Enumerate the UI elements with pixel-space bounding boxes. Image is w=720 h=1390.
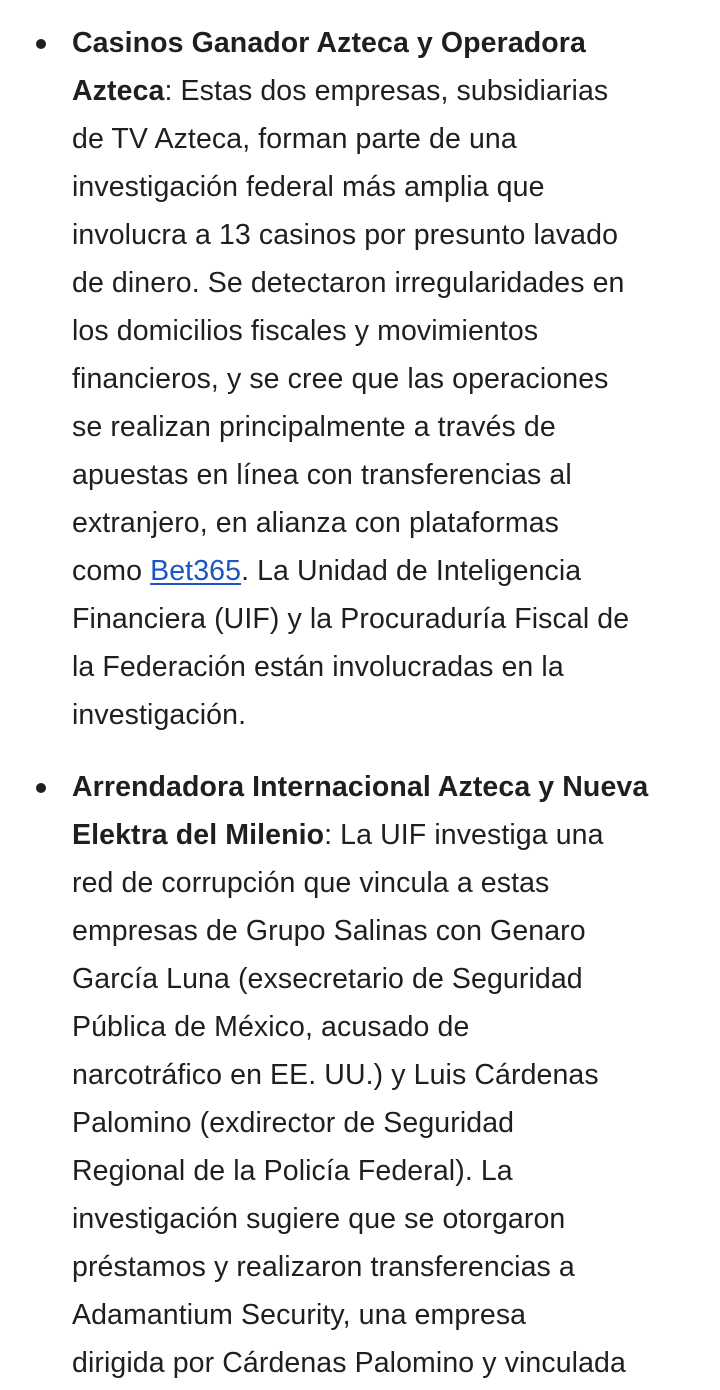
text-line: García Luna (exsecretario de Seguridad	[72, 963, 583, 995]
text-line: la Federación están involucradas en la	[72, 651, 564, 683]
item-text: como	[72, 555, 151, 587]
text-line: apuestas en línea con transferencias al	[72, 459, 572, 491]
list-item	[0, 763, 720, 1387]
text-line: los domicilios fiscales y movimientos	[72, 315, 539, 347]
text-line: red de corrupción que vincula a estas	[72, 867, 550, 899]
bullet-dot-icon	[36, 39, 46, 49]
text-line: de dinero. Se detectaron irregularidades en	[72, 267, 625, 299]
item-title: Azteca	[72, 75, 165, 107]
item-text: : La UIF investiga una	[324, 819, 604, 851]
text-line	[72, 547, 692, 595]
text-line: dirigida por Cárdenas Palomino y vinculada	[72, 1347, 626, 1379]
text-line: investigación.	[72, 699, 247, 731]
item-text: . La Unidad de Inteligencia	[241, 555, 582, 587]
text-line: Financiera (UIF) y la Procuraduría Fiscal de	[72, 603, 630, 635]
text-line: involucra a 13 casinos por presunto lavado	[72, 219, 619, 251]
text-line: extranjero, en alianza con plataformas	[72, 507, 559, 539]
text-line: préstamos y realizaron transferencias a	[72, 1251, 575, 1283]
text-line: de TV Azteca, forman parte de una	[72, 123, 517, 155]
text-line: Palomino (exdirector de Seguridad	[72, 1107, 515, 1139]
text-line	[72, 67, 692, 115]
item-text: : Estas dos empresas, subsidiarias	[164, 75, 609, 107]
text-line	[72, 811, 692, 859]
text-line: narcotráfico en EE. UU.) y Luis Cárdenas	[72, 1059, 599, 1091]
text-line: financieros, y se cree que las operaciones	[72, 363, 609, 395]
text-line: Regional de la Policía Federal). La	[72, 1155, 513, 1187]
text-line: investigación federal más amplia que	[72, 171, 545, 203]
bullet-dot-icon	[36, 783, 46, 793]
text-line: Adamantium Security, una empresa	[72, 1299, 527, 1331]
list-item	[0, 19, 720, 739]
article-content	[0, 19, 720, 1387]
item-title: Elektra del Milenio	[72, 819, 325, 851]
bullet-list	[0, 19, 720, 1387]
bet365-link[interactable]: Bet365	[150, 555, 242, 587]
text-line: empresas de Grupo Salinas con Genaro	[72, 915, 586, 947]
text-line: Pública de México, acusado de	[72, 1011, 470, 1043]
item-title: Arrendadora Internacional Azteca y Nueva	[72, 771, 649, 803]
text-line: investigación sugiere que se otorgaron	[72, 1203, 566, 1235]
text-line: se realizan principalmente a través de	[72, 411, 556, 443]
item-title: Casinos Ganador Azteca y Operadora	[72, 27, 586, 59]
